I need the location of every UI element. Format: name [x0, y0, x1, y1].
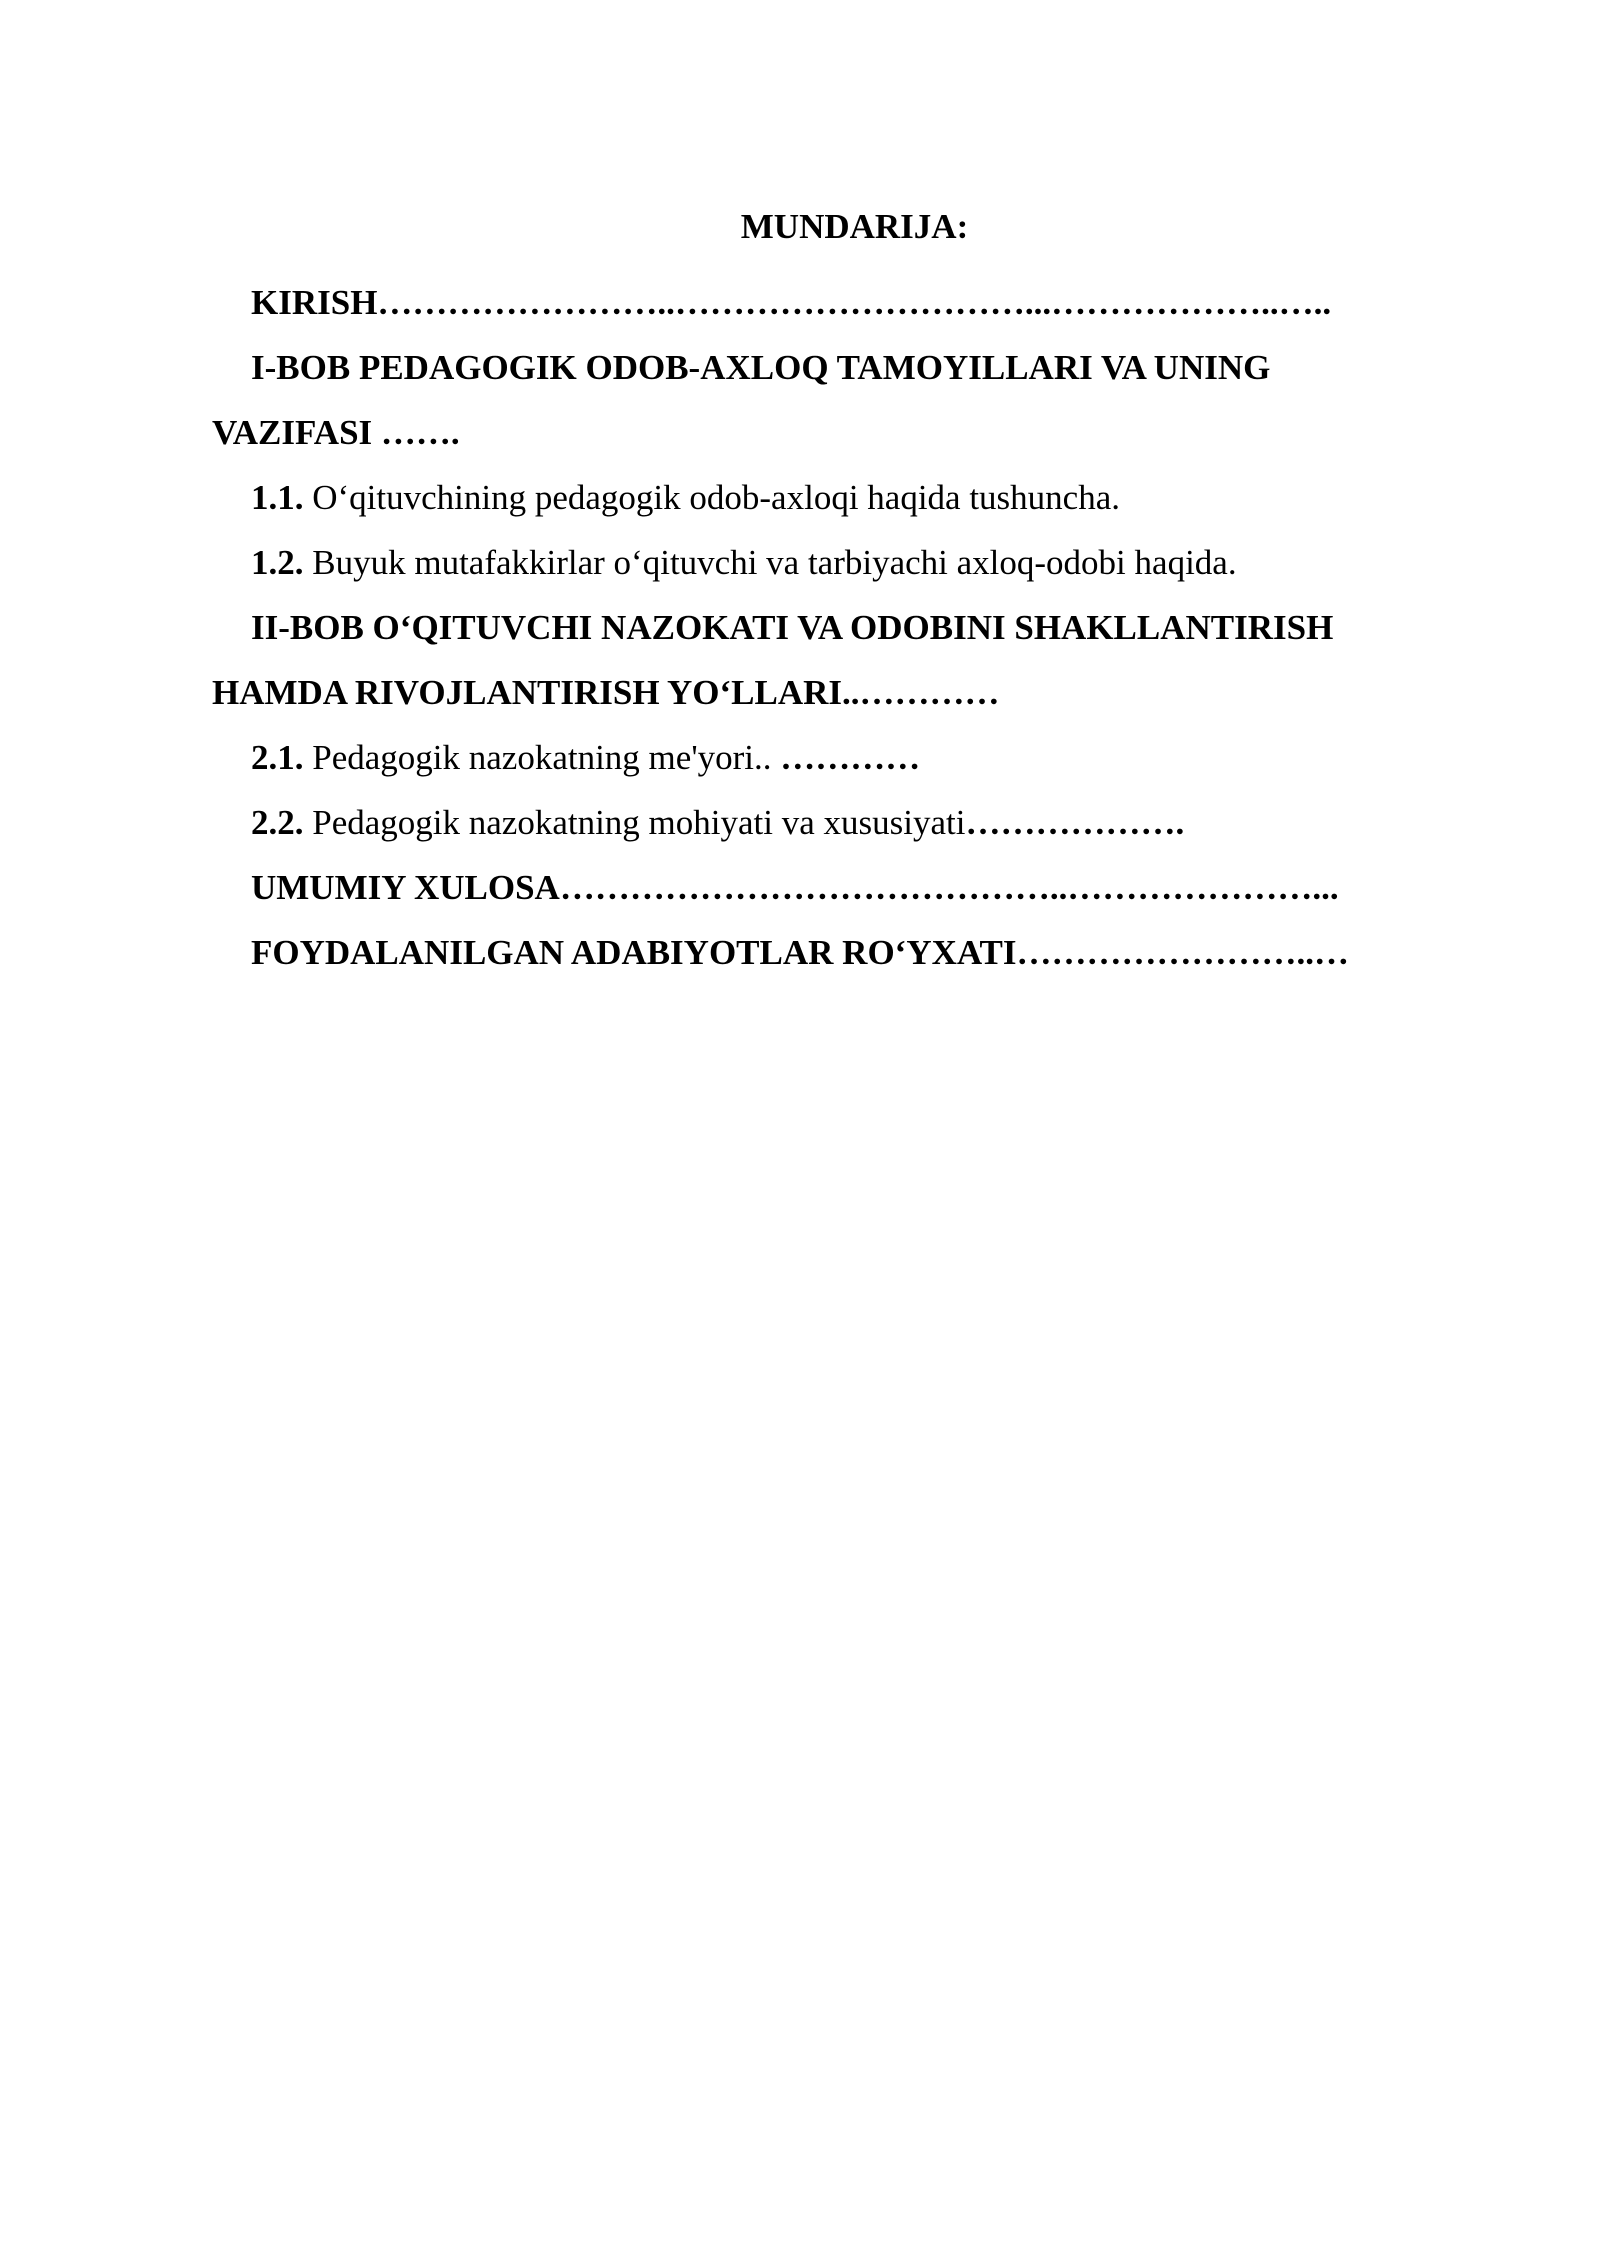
toc-entry-xulosa: UMUMIY XULOSA……………………………………..…………………...	[251, 868, 1339, 907]
section-title: Pedagogik nazokatning me'yori..	[303, 738, 781, 777]
toc-entry-section-2-2	[212, 790, 1452, 855]
section-number: 2.1.	[251, 738, 304, 777]
toc-entry-section-1-1	[212, 465, 1452, 530]
section-title: Buyuk mutafakkirlar o‘qituvchi va tarbiyachi axloq-odobi haqida.	[303, 543, 1237, 582]
section-title: Pedagogik nazokatning mohiyati va xususiyati	[303, 803, 966, 842]
toc-entry-section-2-1	[212, 725, 1452, 790]
section-number: 2.2.	[251, 803, 304, 842]
toc-entry-adabiyotlar: FOYDALANILGAN ADABIYOTLAR RO‘YXATI……………………..…	[251, 933, 1350, 972]
toc-entry-section-1-2	[212, 530, 1452, 595]
toc-entry-kirish: KIRISH……………………..…………………………...………………..…..	[251, 283, 1332, 322]
section-title: O‘qituvchining pedagogik odob-axloqi haqida tushuncha.	[303, 478, 1121, 517]
toc-entry-chapter-2-line-2: HAMDA RIVOJLANTIRISH YO‘LLARI..…………	[212, 673, 1000, 712]
section-number: 1.2.	[251, 543, 304, 582]
toc-entry-chapter-2-line-1: II-BOB O‘QITUVCHI NAZOKATI VA ODOBINI SHAKLLANTIRISH	[251, 608, 1334, 647]
leader-dots: ……………….	[965, 803, 1185, 842]
leader-dots: …………	[780, 738, 921, 777]
toc-entry-chapter-1-line-1: I-BOB PEDAGOGIK ODOB-AXLOQ TAMOYILLARI VA UNING	[251, 348, 1271, 387]
toc-entry-chapter-1-line-2: VAZIFASI …….	[212, 413, 460, 452]
table-of-contents	[212, 205, 1452, 985]
toc-title: MUNDARIJA:	[740, 207, 969, 246]
section-number: 1.1.	[251, 478, 304, 517]
